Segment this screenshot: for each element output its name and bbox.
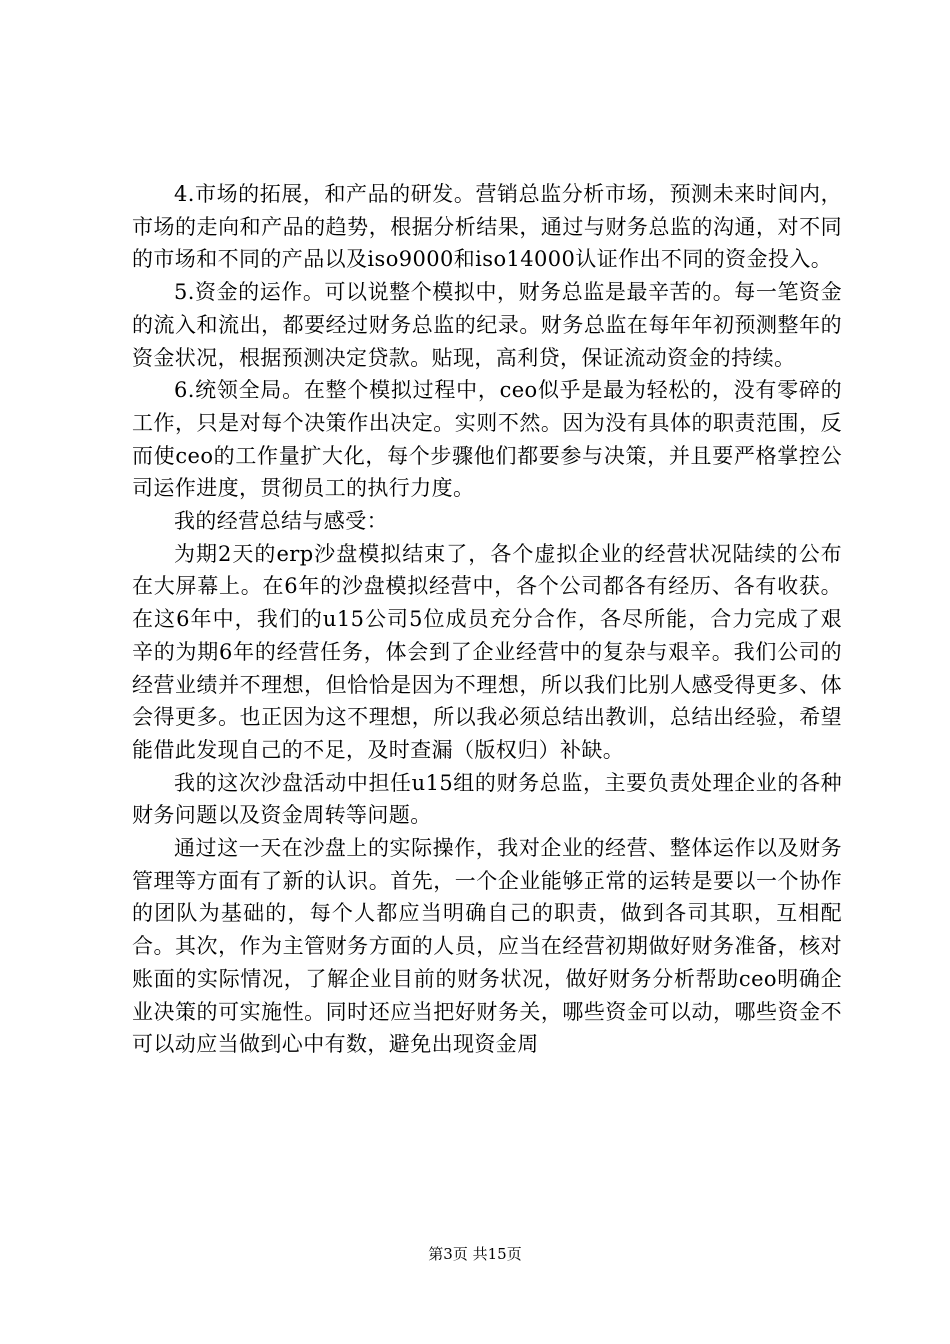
paragraph-role-description: 我的这次沙盘活动中担任u15组的财务总监，主要负责处理企业的各种财务问题以及资金周转等问题。	[132, 770, 842, 828]
section-heading-summary: 我的经营总结与感受：	[174, 509, 388, 534]
paragraph-overall-leadership: 6.统领全局。在整个模拟过程中，ceo似乎是最为轻松的，没有零碎的工作，只是对每个决策作出决定。实则不然。因为没有具体的职责范围，反而使ceo的工作量扩大化，每个步骤他们都要参与决策，并且要严格掌控公司运作进度，贯彻员工的执行力度。	[132, 378, 842, 501]
paragraph-reflection: 通过这一天在沙盘上的实际操作，我对企业的经营、整体运作以及财务管理等方面有了新的认识。首先，一个企业能够正常的运转是要以一个协作的团队为基础的，每个人都应当明确自己的职责，做到各司其职，互相配合。其次，作为主管财务方面的人员，应当在经营初期做好财务准备，核对账面的实际情况，了解企业目前的财务状况，做好财务分析帮助ceo明确企业决策的可实施性。同时还应当把好财务关，哪些资金可以动，哪些资金不可以动应当做到心中有数，避免出现资金周	[132, 836, 842, 1057]
paragraph-simulation-summary: 为期2天的erp沙盘模拟结束了，各个虚拟企业的经营状况陆续的公布在大屏幕上。在6年的沙盘模拟经营中，各个公司都各有经历、各有收获。在这6年中，我们的u15公司5位成员充分合作，各尽所能，合力完成了艰辛的为期6年的经营任务，体会到了企业经营中的复杂与艰辛。我们公司的经营业绩并不理想，但恰恰是因为不理想，所以我们比别人感受得更多、体会得更多。也正因为这不理想，所以我必须总结出教训，总结出经验，希望能借此发现自己的不足，及时查漏（版权归）补缺。	[132, 541, 842, 762]
paragraph-market-expansion: 4.市场的拓展，和产品的研发。营销总监分析市场，预测未来时间内，市场的走向和产品的趋势，根据分析结果，通过与财务总监的沟通，对不同的市场和不同的产品以及iso9000和iso14000认证作出不同的资金投入。	[132, 182, 842, 272]
page-footer: 第3页 共15页	[428, 1245, 522, 1263]
document-body	[132, 178, 842, 1061]
paragraph-capital-operation: 5.资金的运作。可以说整个模拟中，财务总监是最辛苦的。每一笔资金的流入和流出，都要经过财务总监的纪录。财务总监在每年年初预测整年的资金状况，根据预测决定贷款。贴现，高利贷，保证流动资金的持续。	[132, 280, 842, 370]
